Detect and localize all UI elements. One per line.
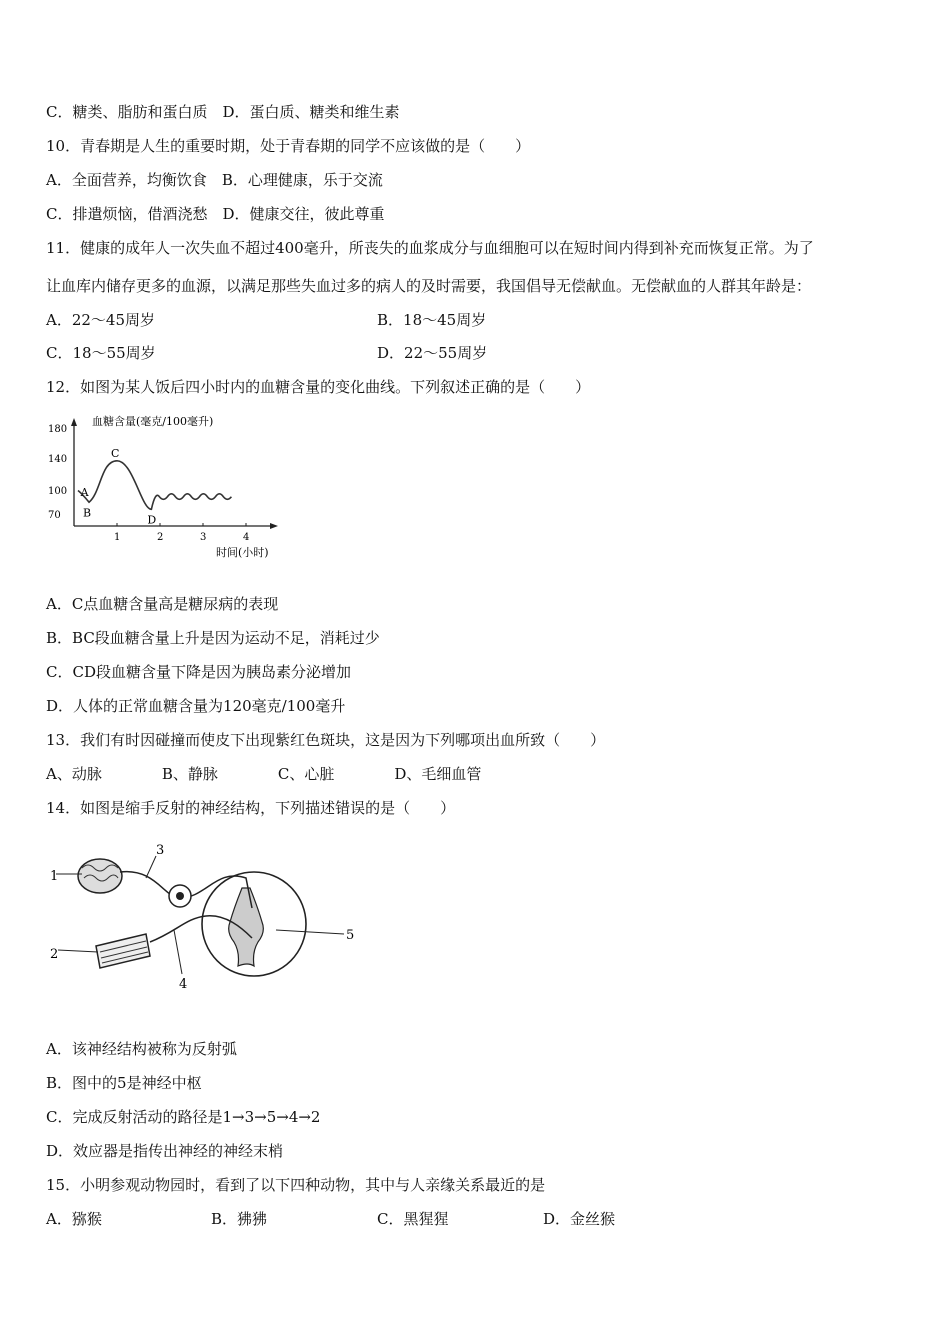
- y-tick-label: 70: [48, 510, 61, 521]
- q12-option-b: B．BC段血糖含量上升是因为运动不足，消耗过少: [46, 629, 380, 647]
- q14-option-a: A．该神经结构被称为反射弧: [46, 1040, 237, 1058]
- point-label-a: A: [80, 486, 89, 500]
- label-2: 2: [50, 947, 59, 962]
- q9-options-cd: C．糖类、脂肪和蛋白质 D．蛋白质、糖类和维生素: [46, 103, 400, 121]
- q15-option-a: A．猕猴: [46, 1210, 102, 1228]
- label-1: 1: [50, 869, 59, 884]
- q11-option-d: D．22～55周岁: [377, 344, 488, 362]
- leader-2: [58, 950, 98, 952]
- q12-option-c: C．CD段血糖含量下降是因为胰岛素分泌增加: [46, 663, 351, 681]
- x-tick-label: 4: [243, 532, 250, 543]
- q15-option-c: C．黑猩猩: [377, 1210, 449, 1228]
- reflex-arc-diagram: [46, 838, 366, 998]
- y-tick-label: 180: [48, 424, 68, 435]
- x-tick-label: 1: [114, 532, 121, 543]
- q10-options-ab: A．全面营养，均衡饮食 B．心理健康，乐于交流: [46, 171, 383, 189]
- x-axis-arrow: [270, 523, 278, 529]
- q11-stem-line1: 11．健康的成年人一次失血不超过400毫升，所丧失的血浆成分与血细胞可以在短时间内得到补充而恢复正常。为了: [46, 239, 814, 257]
- blood-sugar-chart: [44, 408, 294, 568]
- q11-option-c: C．18～55周岁: [46, 344, 156, 362]
- y-axis-arrow: [71, 418, 77, 426]
- q10-options-cd: C．排遣烦恼，借酒浇愁 D．健康交往，彼此尊重: [46, 205, 385, 223]
- chart-title: 血糖含量(毫克/100毫升): [92, 415, 214, 428]
- ganglion-nucleus: [176, 892, 184, 900]
- q15-stem: 15．小明参观动物园时，看到了以下四种动物，其中与人亲缘关系最近的是: [46, 1176, 546, 1194]
- label-5: 5: [346, 928, 355, 943]
- leader-4: [174, 930, 182, 974]
- y-tick-label: 140: [48, 454, 68, 465]
- q14-option-c: C．完成反射活动的路径是1→3→5→4→2: [46, 1108, 321, 1126]
- q15-option-b: B．狒狒: [211, 1210, 268, 1228]
- q11-option-a: A．22～45周岁: [46, 311, 156, 329]
- q14-option-d: D．效应器是指传出神经的神经末梢: [46, 1142, 284, 1160]
- q10-stem: 10．青春期是人生的重要时期，处于青春期的同学不应该做的是（ ）: [46, 137, 531, 155]
- q12-option-d: D．人体的正常血糖含量为120毫克/100毫升: [46, 697, 346, 715]
- point-label-c: C: [111, 446, 120, 460]
- q12-stem: 12．如图为某人饭后四小时内的血糖含量的变化曲线。下列叙述正确的是（ ）: [46, 378, 591, 396]
- leader-3: [146, 856, 156, 878]
- q13-options: A、动脉 B、静脉 C、心脏 D、毛细血管: [46, 765, 482, 783]
- y-tick-label: 100: [48, 486, 68, 497]
- point-label-b: B: [83, 506, 92, 520]
- q15-option-d: D．金丝猴: [543, 1210, 616, 1228]
- x-tick-label: 2: [157, 532, 164, 543]
- q14-option-b: B．图中的5是神经中枢: [46, 1074, 202, 1092]
- x-tick-label: 3: [200, 532, 207, 543]
- q12-option-a: A．C点血糖含量高是糖尿病的表现: [46, 595, 279, 613]
- point-label-d: D: [147, 513, 157, 527]
- q14-stem: 14．如图是缩手反射的神经结构，下列描述错误的是（ ）: [46, 799, 456, 817]
- q11-option-b: B．18～45周岁: [377, 311, 487, 329]
- label-3: 3: [156, 843, 165, 858]
- blood-sugar-curve: [78, 461, 231, 509]
- chart-xlabel: 时间(小时): [216, 546, 269, 559]
- q11-stem-line2: 让血库内储存更多的血源，以满足那些失血过多的病人的及时需要，我国倡导无偿献血。无偿献血的人群其年龄是：: [46, 277, 812, 295]
- q13-stem: 13．我们有时因碰撞而使皮下出现紫红色斑块，这是因为下列哪项出血所致（ ）: [46, 731, 606, 749]
- label-4: 4: [179, 977, 188, 992]
